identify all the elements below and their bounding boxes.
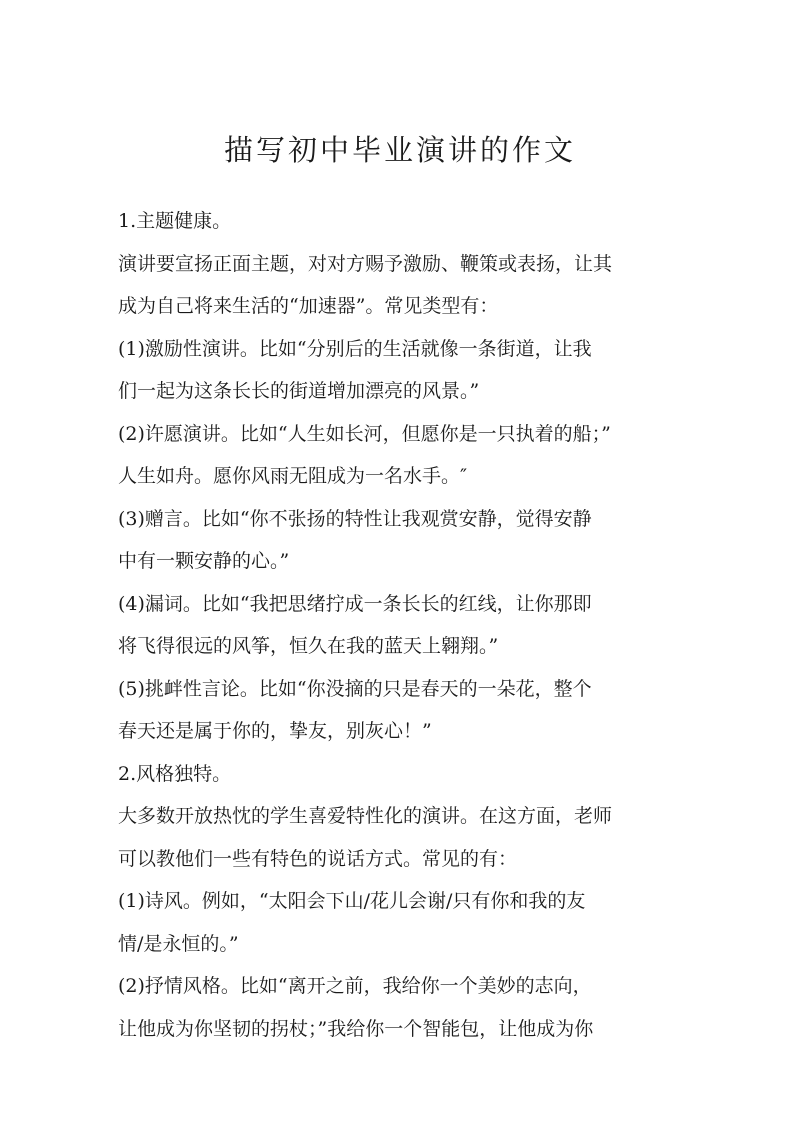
document-body xyxy=(118,200,682,1050)
text-line: (4)漏词。比如“我把思绪拧成一条长长的红线，让你那即 xyxy=(118,592,592,615)
text-line: (2)许愿演讲。比如“人生如长河，但愿你是一只执着的船；” xyxy=(118,422,611,445)
text-line: 可以教他们一些有特色的说话方式。常见的有： xyxy=(118,847,518,870)
text-line: 人生如舟。愿你风雨无阻成为一名水手。″ xyxy=(118,465,468,487)
text-line: 大多数开放热忱的学生喜爱特性化的演讲。在这方面，老师 xyxy=(118,805,613,827)
text-line: (2)抒情风格。比如“离开之前，我给你一个美妙的志向， xyxy=(118,975,592,997)
text-line: (5)挑衅性言论。比如“你没摘的只是春天的一朵花，整个 xyxy=(118,677,592,700)
text-line: (3)赠言。比如“你不张扬的特性让我观赏安静，觉得安静 xyxy=(118,507,592,530)
text-line: 让他成为你坚韧的拐杖；”我给你一个智能包，让他成为你 xyxy=(118,1017,594,1040)
text-line: 成为自己将来生活的“加速器”。常见类型有： xyxy=(118,295,499,317)
text-line: 中有一颗安静的心。” xyxy=(118,550,290,572)
text-line: (1)激励性演讲。比如“分别后的生活就像一条街道，让我 xyxy=(118,337,592,360)
text-line: 将飞得很远的风筝，恒久在我的蓝天上翱翔。” xyxy=(118,635,499,657)
text-line: 情/是永恒的。” xyxy=(118,932,239,955)
text-line: 春天还是属于你的，挚友，别灰心！” xyxy=(118,720,432,742)
document-title: 描写初中毕业演讲的作文 xyxy=(223,133,576,167)
text-line: 演讲要宣扬正面主题，对对方赐予激励、鞭策或表扬，让其 xyxy=(118,252,613,275)
text-line: 们一起为这条长长的街道增加漂亮的风景。” xyxy=(118,380,480,402)
text-line: 2.风格独特。 xyxy=(118,762,232,785)
text-line: 1.主题健康。 xyxy=(118,210,232,232)
text-line: (1)诗风。例如，“太阳会下山/花儿会谢/只有你和我的友 xyxy=(118,890,586,912)
